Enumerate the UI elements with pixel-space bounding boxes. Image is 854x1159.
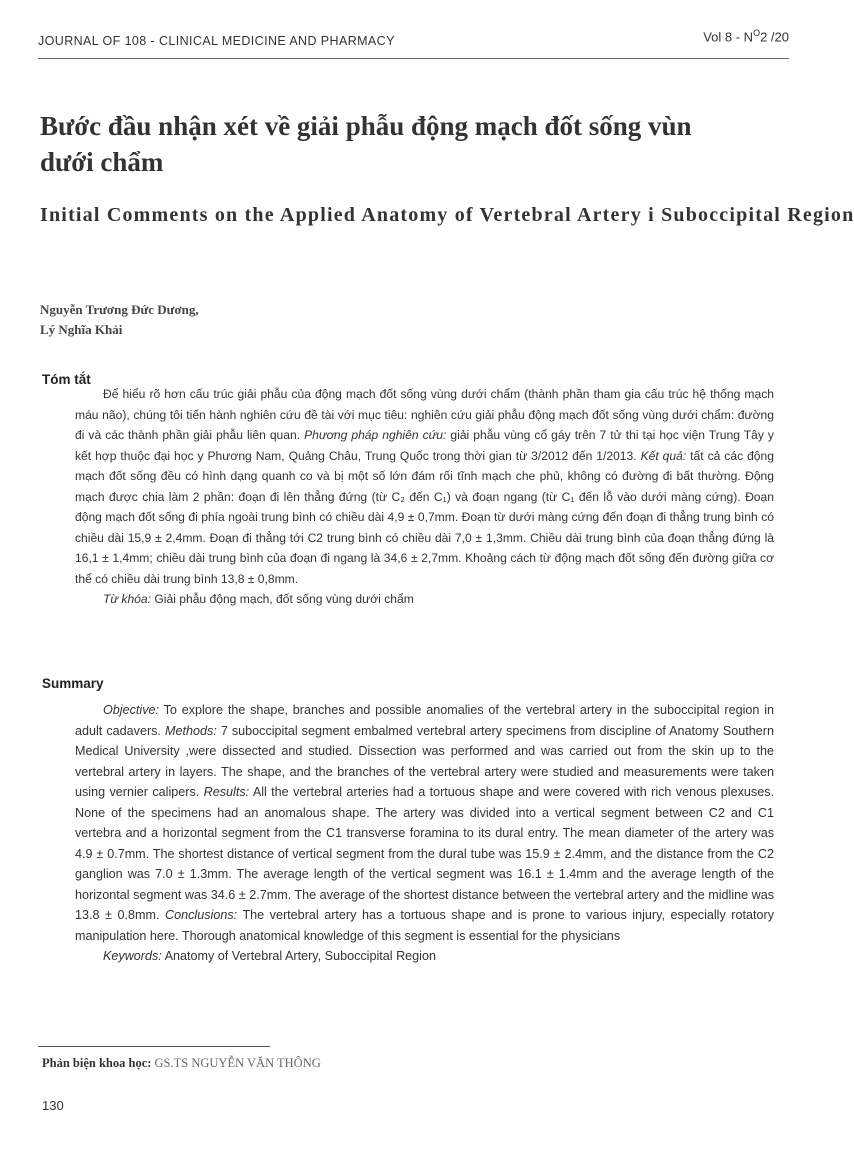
summary-heading: Summary bbox=[42, 676, 104, 691]
tomtat-keywords: Từ khóa: Giải phẫu động mạch, đốt sống vùng dưới chẩm bbox=[103, 592, 414, 606]
title-vietnamese bbox=[40, 108, 820, 180]
author-1: Nguyễn Trương Đức Dương, bbox=[40, 302, 199, 317]
reviewer-note: Phản biện khoa học: GS.TS NGUYỄN VĂN THÔNG bbox=[42, 1056, 321, 1070]
summary-keywords: Keywords: Anatomy of Vertebral Artery, Suboccipital Region bbox=[103, 949, 436, 963]
running-header bbox=[38, 28, 789, 59]
author-list bbox=[40, 300, 199, 340]
title-vi-line1: Bước đầu nhận xét về giải phẫu động mạch đốt sống vùn bbox=[40, 111, 692, 141]
tomtat-heading: Tóm tắt bbox=[42, 372, 91, 387]
summary-paragraph: Objective: To explore the shape, branches and possible anomalies of the vertebral artery in the suboccipital region in adult cadavers. Methods: 7 suboccipital segment embalmed vertebral artery specimens from discipline of Anatomy Southern Medical University ,were dissected and studied. Dissection was performed and was carried out from the skin up to the vertebral artery in layers. The shape, and the branches of the vertebral artery were studied and measurements were taken using vernier calipers. Results: All the vertebral arteries had a tortuous shape and were covered with rich venous plexuses. None of the specimens had an anomalous shape. The artery was divided into a vertical segment between C2 and C1 vertebra and a horizontal segment from the C1 transverse foramina to its dural entry. The mean diameter of the artery was 4.9 ± 0.7mm. The shortest distance of vertical segment from the dural tube was 15.9 ± 2.4mm, and the distance from the C2 ganglion was 7.0 ± 1.3mm. The average length of the vertical segment was 16.1 ± 1.4mm and the average length of the horizontal segment was 34.6 ± 2.7mm. The average of the shortest distance between the vertebral artery and the midline was 13.8 ± 0.8mm. Conclusions: The vertebral artery has a tortuous shape and is prone to various injury, especially rotatory manipulation here. Thorough anatomical knowledge of this segment is essential for the physicians bbox=[75, 703, 775, 943]
author-2: Lý Nghĩa Khải bbox=[40, 322, 123, 337]
footnote-rule bbox=[38, 1046, 270, 1047]
abstract-english bbox=[75, 700, 774, 967]
title-english bbox=[40, 200, 854, 230]
tomtat-paragraph: Để hiểu rõ hơn cấu trúc giải phẫu của động mạch đốt sống vùng dưới chẩm (thành phần tham gia cấu trúc hệ thống mạch máu não), chúng tôi tiến hành nghiên cứu đề tài với mục tiêu: nghiên cứu giải phẫu động mạch đốt sống vùng dưới chẩm: đường đi và các thành phần giải phẫu liên quan. Phương pháp nghiên cứu: giải phẫu vùng cổ gáy trên 7 tử thi tại học viện Trung Tây y kết hợp thuộc đại học y Phương Nam, Quảng Châu, Trung Quốc trong thời gian từ 3/2012 đến 1/2013. Kết quả: tất cả các động mạch đốt sống đều có hình dạng quanh co và bị một số lớn đám rối tĩnh mạch che phủ, không có đường đi bất thường. Động mạch được chia làm 2 phần: đoạn đi lên thẳng đứng (từ C₂ đến C₁) và đoạn ngang (từ C₁ đến lỗ vào dưới màng cứng). Đoạn động mạch đốt sống đi phía ngoài trung bình có chiều dài 4,9 ± 0,7mm. Đoạn từ dưới màng cứng đến đoạn đi thẳng trung bình có chiều dài 15,9 ± 2,4mm. Đoạn đi thẳng tới C2 trung bình có chiều dài 7,0 ± 1,3mm. Chiều dài trung bình của đoạn thẳng đứng là 16,1 ± 1,4mm; chiều dài trung bình của đoạn đi ngang là 34,6 ± 2,7mm. Khoảng cách từ động mạch đốt sống đến đường giữa cơ thể có chiều dài trung bình 13,8 ± 0,8mm. bbox=[75, 387, 774, 586]
volume-issue: Vol $8 - N^O2$ /20 bbox=[703, 28, 789, 45]
page-number: 130 bbox=[42, 1098, 64, 1113]
journal-name: JOURNAL OF 108 - CLINICAL MEDICINE AND PHARMACY bbox=[38, 34, 395, 48]
title-vi-line2: dưới chẩm bbox=[40, 147, 164, 177]
title-en-line1: Initial Comments on the Applied Anatomy of Vertebral Artery i bbox=[40, 204, 655, 226]
abstract-vietnamese bbox=[75, 384, 774, 610]
title-en-line2: Suboccipital Region bbox=[661, 204, 854, 226]
